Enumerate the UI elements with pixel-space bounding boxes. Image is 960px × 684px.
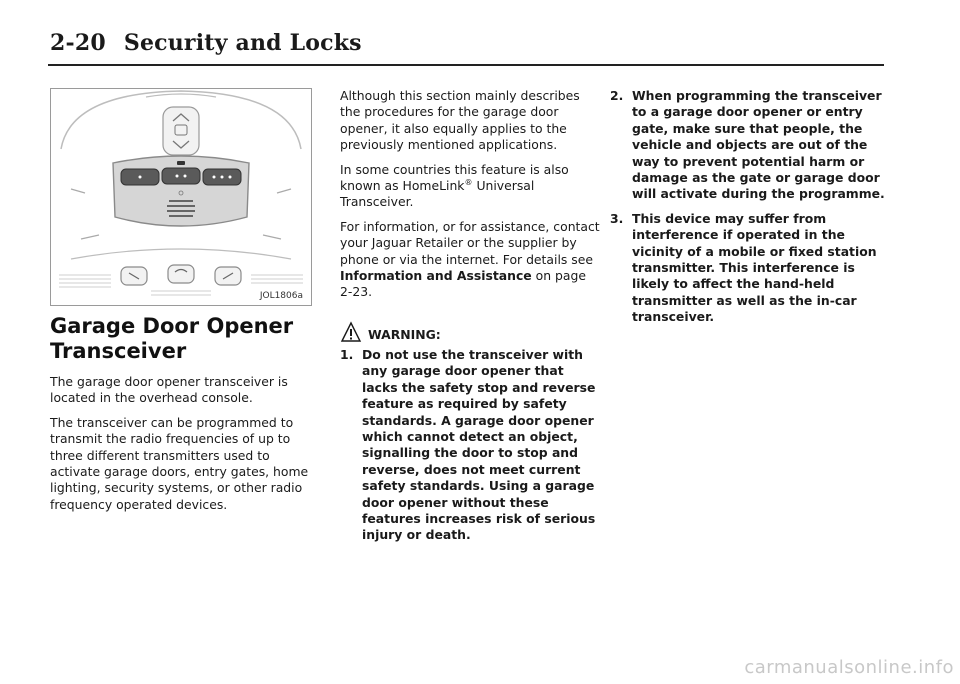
header-rule xyxy=(48,64,884,66)
warning-icon xyxy=(340,321,362,343)
column-3 xyxy=(610,88,890,334)
text-span: Universal Transceiver. xyxy=(340,178,535,210)
paragraph: The garage door opener transceiver is located in the overhead console. xyxy=(50,374,288,406)
text-span: For information, or for assistance, contact your Jaguar Retailer or the supplier by phone or via the internet. For details see xyxy=(340,218,600,267)
list-text: This device may suffer from interference if operated in the vicinity of a mobile or fixed station transmitter. This interference is likely to affect the hand-held transmitter as well as the in-car transceiver. xyxy=(632,210,877,325)
list-item xyxy=(610,211,890,326)
watermark: carmanualsonline.info xyxy=(744,657,954,678)
paragraph: Although this section mainly describes the procedures for the garage door opener, it also equally applies to the previously mentioned applications. xyxy=(340,88,580,153)
list-item xyxy=(610,88,890,203)
warning-list xyxy=(340,347,600,544)
warning-list-continued xyxy=(610,88,890,326)
paragraph: The transceiver can be programmed to transmit the radio frequencies of up to three different transmitters used to activate garage doors, entry gates, home lighting, security systems, or other radio frequency operated devices. xyxy=(50,414,309,512)
list-text: When programming the transceiver to a garage door opener or entry gate, make sure that people, the vehicle and objects are out of the way to prevent potential harm or damage as the gate or garage door will activate during the programme. xyxy=(632,88,885,202)
column-1 xyxy=(50,314,315,521)
column-2 xyxy=(340,88,600,552)
list-number: 3. xyxy=(610,210,624,226)
page-number: 2-20 xyxy=(50,30,106,56)
overhead-console-illustration xyxy=(50,88,312,306)
page-title: Security and Locks xyxy=(123,30,362,56)
section-heading: Garage Door Opener Transceiver xyxy=(50,314,294,363)
registered-mark: ® xyxy=(464,177,473,187)
warning-header xyxy=(340,321,600,343)
overhead-console-drawing xyxy=(51,89,311,305)
cross-reference-link[interactable]: Information and Assistance xyxy=(340,268,532,284)
text-span: In some countries this feature is also known as HomeLink xyxy=(340,161,569,194)
list-number: 1. xyxy=(340,346,354,362)
page-header xyxy=(50,30,362,56)
text-span: on page 2-23. xyxy=(340,268,586,300)
figure-code: JOL1806a xyxy=(259,291,303,301)
paragraph xyxy=(340,162,600,211)
list-item xyxy=(340,347,600,544)
list-number: 2. xyxy=(610,88,624,103)
paragraph xyxy=(340,219,600,301)
list-text: Do not use the transceiver with any garage door opener that lacks the safety stop and reverse feature as required by safety standards. A garage door opener which cannot detect an object, signalling the door to stop and reverse, does not meet current safety standards. Using a garage door opener without these features increases risk of serious injury or death. xyxy=(362,346,596,543)
warning-label: WARNING: xyxy=(368,326,441,342)
